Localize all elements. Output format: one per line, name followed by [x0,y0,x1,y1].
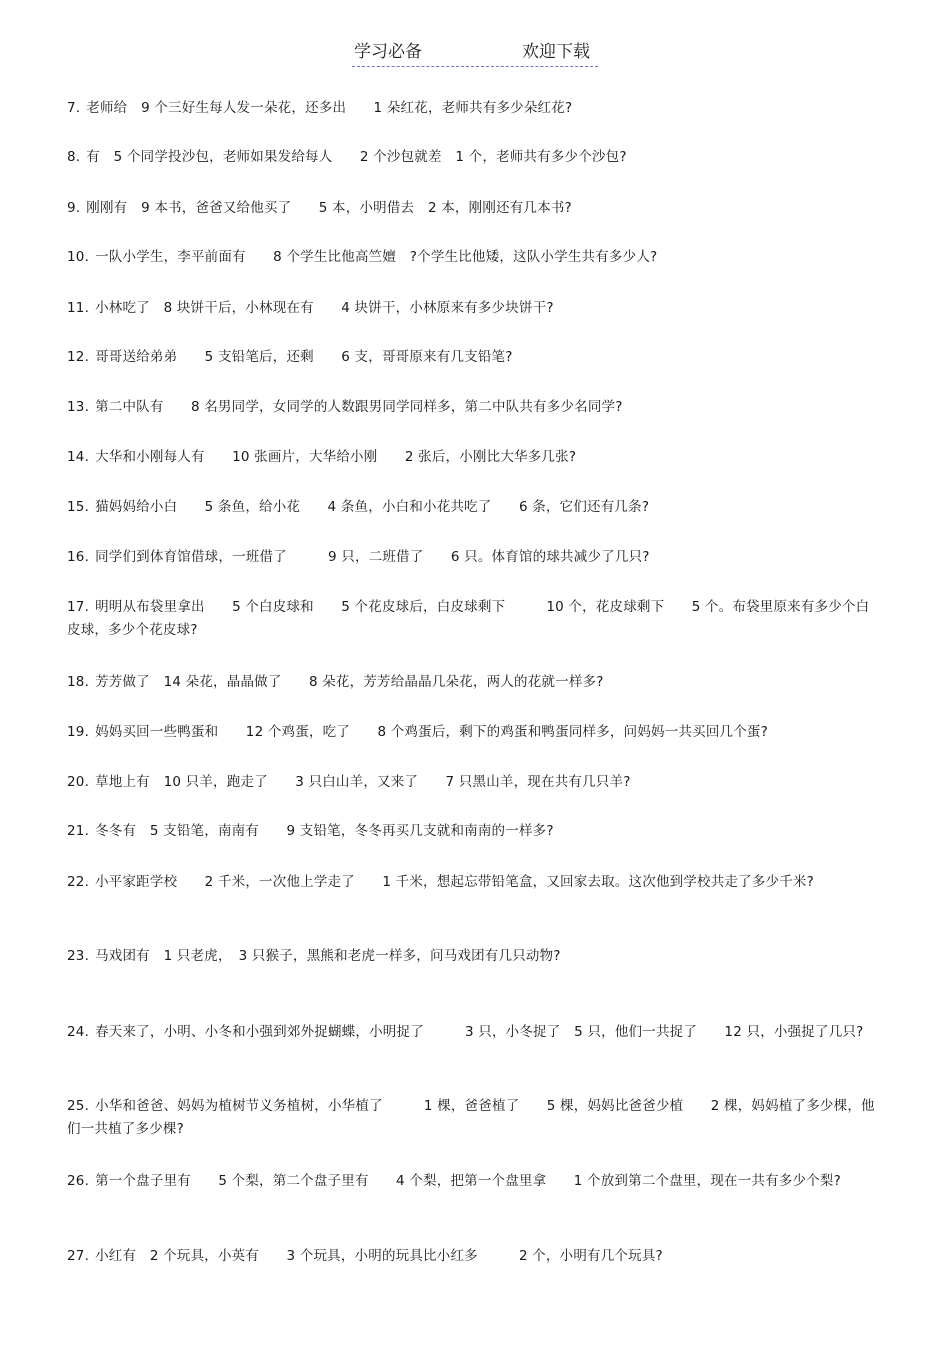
question-text: 老师给 9 个三好生每人发一朵花，还多出 1 朵红花，老师共有多少朵红花? [86,100,573,116]
question-text: 哥哥送给弟弟 5 支铅笔后，还剩 6 支，哥哥原来有几支铅笔? [95,349,513,365]
question-number: 16. [67,549,90,565]
question-number: 19. [67,724,90,740]
question-text: 马戏团有 1 只老虎， 3 只猴子，黑熊和老虎一样多，问马戏团有几只动物? [95,948,561,964]
question-item [67,546,879,569]
question-item [67,346,879,369]
question-number: 12. [67,349,90,365]
question-text: 小红有 2 个玩具，小英有 3 个玩具，小明的玩具比小红多 2 个，小明有几个玩具? [95,1248,663,1264]
question-item [67,1095,879,1141]
page-header [352,40,598,67]
question-text: 第二中队有 8 名男同学，女同学的人数跟男同学同样多，第二中队共有多少名同学? [95,399,623,415]
question-item [67,771,879,794]
question-text: 小林吃了 8 块饼干后，小林现在有 4 块饼干，小林原来有多少块饼干? [95,300,554,316]
question-text: 小华和爸爸、妈妈为植树节义务植树，小华植了 1 棵，爸爸植了 5 棵，妈妈比爸爸少植 2 棵，妈妈植了多少棵，他们一共植了多少棵? [67,1098,875,1137]
question-number: 23. [67,948,90,964]
question-text: 刚刚有 9 本书，爸爸又给他买了 5 本，小明借去 2 本，刚刚还有几本书? [86,200,572,216]
question-item [67,596,879,642]
question-item [67,97,879,120]
question-text: 芳芳做了 14 朵花，晶晶做了 8 朵花，芳芳给晶晶几朵花，两人的花就一样多? [95,674,604,690]
question-number: 20. [67,774,90,790]
question-text: 明明从布袋里拿出 5 个白皮球和 5 个花皮球后，白皮球剩下 10 个，花皮球剩下 5 个。布袋里原来有多少个白皮球，多少个花皮球? [67,599,870,638]
question-item [67,721,879,744]
question-number: 27. [67,1248,90,1264]
question-text: 同学们到体育馆借球，一班借了 9 只，二班借了 6 只。体育馆的球共减少了几只? [95,549,650,565]
question-number: 17. [67,599,90,615]
question-number: 10. [67,249,90,265]
question-text: 妈妈买回一些鸭蛋和 12 个鸡蛋，吃了 8 个鸡蛋后，剩下的鸡蛋和鸭蛋同样多，问妈妈一共买回几个蛋? [95,724,768,740]
question-item [67,297,879,320]
question-number: 26. [67,1173,90,1189]
question-number: 7. [67,100,81,116]
question-number: 24. [67,1024,90,1040]
question-text: 大华和小刚每人有 10 张画片，大华给小刚 2 张后，小刚比大华多几张? [95,449,577,465]
question-item [67,197,879,220]
question-item [67,1170,879,1193]
question-number: 21. [67,823,90,839]
question-item [67,246,879,269]
question-text: 小平家距学校 2 千米，一次他上学走了 1 千米，想起忘带铅笔盒，又回家去取。这次他到学校共走了多少千米? [95,874,815,890]
question-text: 第一个盘子里有 5 个梨，第二个盘子里有 4 个梨，把第一个盘里拿 1 个放到第二个盘里，现在一共有多少个梨? [95,1173,841,1189]
question-number: 11. [67,300,90,316]
question-number: 8. [67,149,81,165]
header-left-text: 学习必备 [354,42,422,62]
question-number: 15. [67,499,90,515]
question-text: 草地上有 10 只羊，跑走了 3 只白山羊，又来了 7 只黑山羊，现在共有几只羊? [95,774,631,790]
question-text: 春天来了，小明、小冬和小强到郊外捉蝴蝶，小明捉了 3 只，小冬捉了 5 只，他们一共捉了 12 只，小强捉了几只? [95,1024,864,1040]
question-text: 一队小学生，李平前面有 8 个学生比他高竺嬗 ?个学生比他矮，这队小学生共有多少人? [95,249,658,265]
question-text: 冬冬有 5 支铅笔，南南有 9 支铅笔，冬冬再买几支就和南南的一样多? [95,823,554,839]
question-number: 18. [67,674,90,690]
question-text: 猫妈妈给小白 5 条鱼，给小花 4 条鱼，小白和小花共吃了 6 条，它们还有几条? [95,499,650,515]
question-item [67,1245,879,1268]
question-number: 9. [67,200,81,216]
question-number: 14. [67,449,90,465]
question-item [67,1021,879,1044]
question-item [67,146,879,169]
question-number: 22. [67,874,90,890]
header-right-text: 欢迎下载 [522,42,590,62]
question-item [67,446,879,469]
question-item [67,871,879,894]
question-item [67,671,879,694]
question-item [67,496,879,519]
question-item [67,396,879,419]
question-text: 有 5 个同学投沙包，老师如果发给每人 2 个沙包就差 1 个，老师共有多少个沙包? [86,149,627,165]
question-item [67,820,879,843]
question-number: 25. [67,1098,90,1114]
question-item [67,945,879,968]
question-number: 13. [67,399,90,415]
